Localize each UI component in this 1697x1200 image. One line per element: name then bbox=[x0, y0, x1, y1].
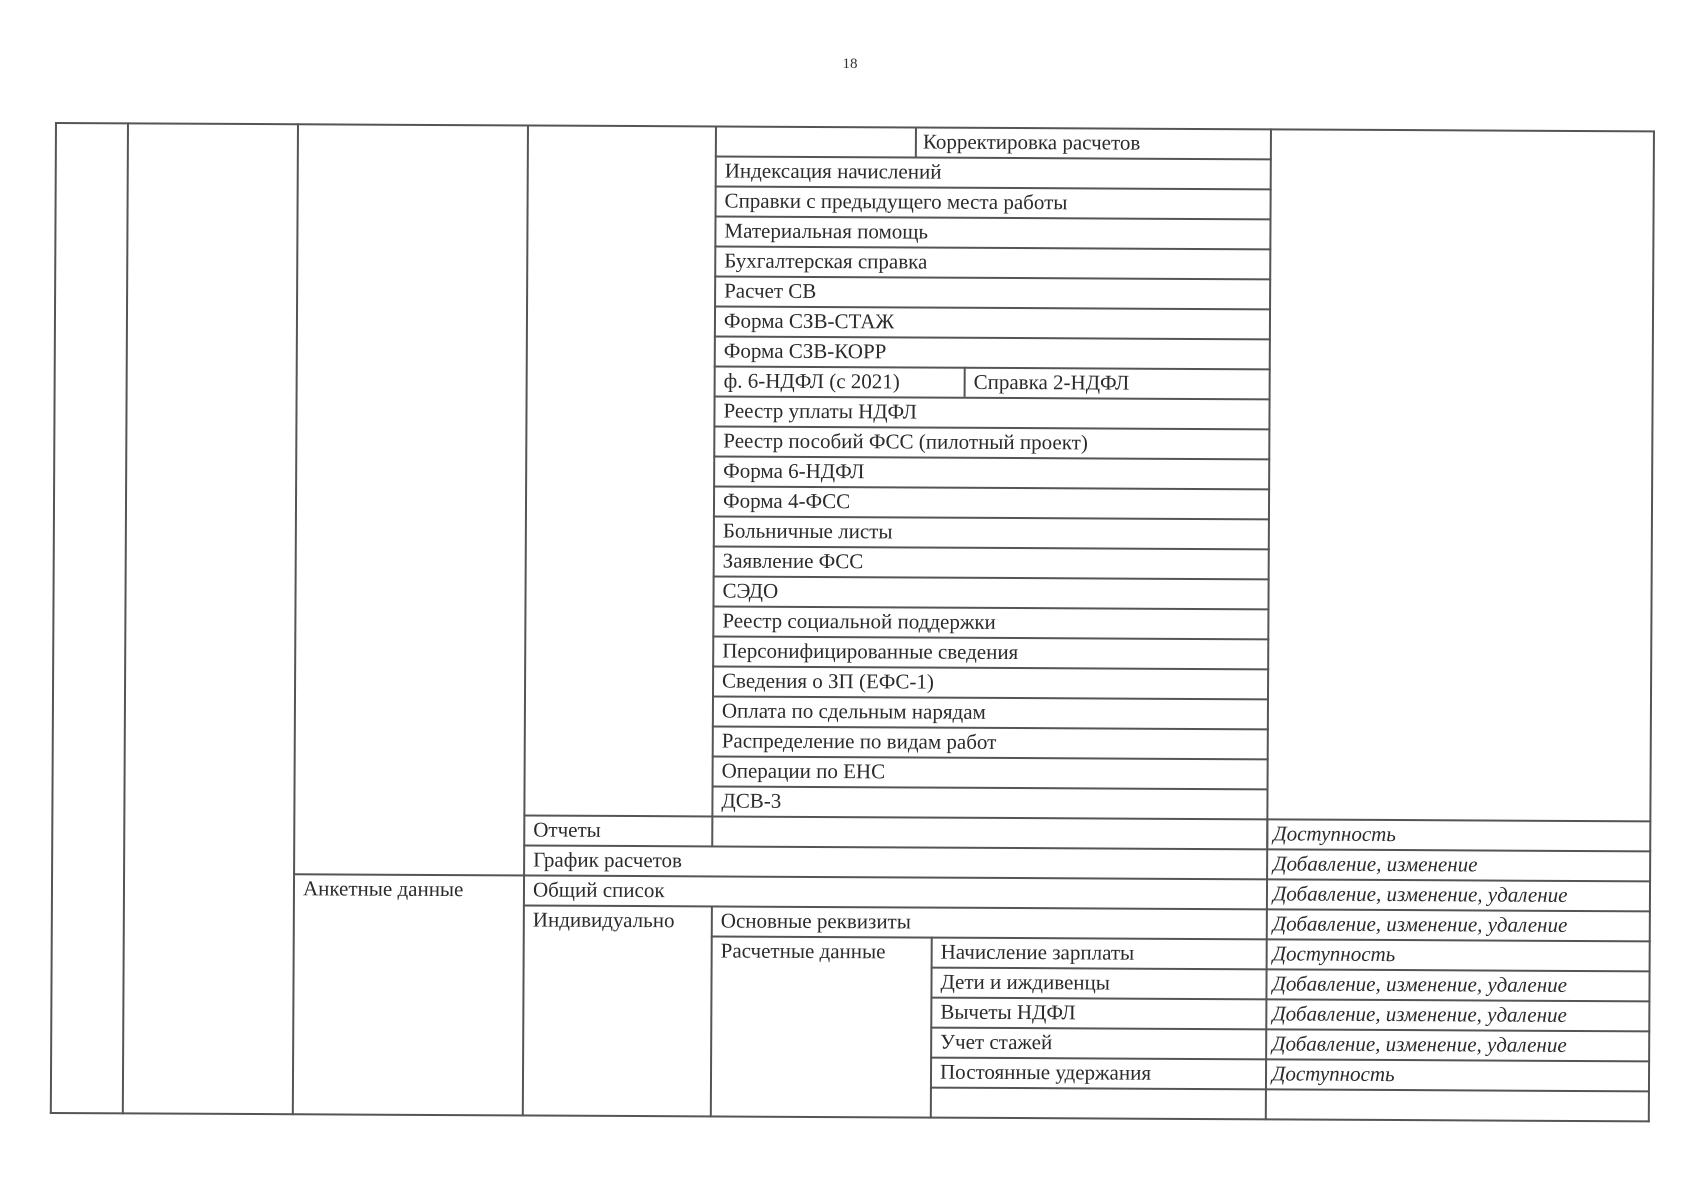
menu-item: Сведения о ЗП (ЕФС-1) bbox=[722, 668, 934, 694]
menu-item: ДСВ-3 bbox=[721, 788, 782, 813]
menu-item: Форма СЗВ-КОРР bbox=[723, 338, 887, 364]
menu-item: Реестр уплаты НДФЛ bbox=[723, 398, 917, 424]
menu-item: Индексация начислений bbox=[724, 158, 942, 184]
menu-item: Форма 6-НДФЛ bbox=[723, 458, 865, 484]
menu-item: Справка 2-НДФЛ bbox=[973, 369, 1130, 395]
table-border-left bbox=[50, 122, 57, 1114]
menu-item: Форма СЗВ-СТАЖ bbox=[723, 308, 895, 334]
column-divider bbox=[964, 367, 966, 397]
general-list-rights: Добавление, изменение, удаление bbox=[1272, 881, 1568, 907]
menu-item: Распределение по видам работ bbox=[721, 728, 997, 754]
individual-label: Индивидуально bbox=[532, 907, 675, 933]
row-line bbox=[930, 1087, 1650, 1093]
column-divider bbox=[710, 905, 713, 1117]
table-border-right bbox=[1648, 130, 1655, 1122]
calc-item-label: Постоянные удержания bbox=[939, 1059, 1152, 1085]
calc-item-label: Вычеты НДФЛ bbox=[940, 999, 1076, 1025]
menu-item: Персонифицированные сведения bbox=[722, 638, 1019, 665]
schedule-label: График расчетов bbox=[533, 847, 683, 873]
table-border-top bbox=[55, 122, 1655, 132]
column-divider bbox=[915, 127, 917, 157]
row-line bbox=[523, 844, 1651, 852]
menu-item: Бухгалтерская справка bbox=[724, 248, 928, 274]
calc-item-label: Дети и иждивенцы bbox=[940, 969, 1111, 995]
menu-item: Больничные листы bbox=[722, 518, 893, 544]
column-divider bbox=[292, 123, 299, 1115]
calc-item-label: Учет стажей bbox=[940, 1029, 1053, 1055]
table-border-bottom bbox=[50, 1112, 1650, 1122]
menu-item: Материальная помощь bbox=[724, 218, 929, 244]
menu-item: Расчет СВ bbox=[724, 278, 817, 303]
menu-item: Реестр пособий ФСС (пилотный проект) bbox=[723, 428, 1088, 455]
calc-data-label: Расчетные данные bbox=[720, 938, 886, 964]
menu-item: Корректировка расчетов bbox=[922, 129, 1141, 155]
menu-item: СЭДО bbox=[722, 578, 779, 603]
row-line bbox=[712, 785, 1269, 790]
page-number: 18 bbox=[842, 56, 858, 72]
reports-label: Отчеты bbox=[533, 817, 601, 842]
column-divider bbox=[522, 124, 529, 1116]
reports-rights: Доступность bbox=[1273, 821, 1396, 847]
row-line bbox=[713, 575, 1270, 580]
menu-item: Реестр социальной поддержки bbox=[722, 608, 996, 634]
menu-item: Оплата по сдельным нарядам bbox=[721, 698, 986, 724]
basic-details-rights: Добавление, изменение, удаление bbox=[1272, 911, 1568, 937]
menu-item: Форма 4-ФСС bbox=[722, 488, 851, 514]
calc-item-rights: Доступность bbox=[1271, 1061, 1395, 1087]
row-line bbox=[711, 815, 1268, 820]
calc-item-rights: Доступность bbox=[1272, 941, 1396, 967]
column-divider bbox=[122, 122, 129, 1114]
calc-item-rights: Добавление, изменение, удаление bbox=[1272, 971, 1568, 997]
calc-item-label: Начисление зарплаты bbox=[940, 939, 1135, 965]
menu-item: Заявление ФСС bbox=[722, 548, 864, 574]
menu-item: ф. 6-НДФЛ (с 2021) bbox=[723, 368, 900, 394]
personal-data-label: Анкетные данные bbox=[302, 876, 464, 902]
calc-item-rights: Добавление, изменение, удаление bbox=[1272, 1001, 1567, 1027]
menu-item: Операции по ЕНС bbox=[721, 758, 886, 784]
general-list-label: Общий список bbox=[532, 877, 665, 903]
menu-item: Справки с предыдущего места работы bbox=[724, 188, 1068, 215]
basic-details-label: Основные реквизиты bbox=[720, 908, 911, 934]
calc-item-rights: Добавление, изменение, удаление bbox=[1272, 1031, 1567, 1057]
schedule-rights: Добавление, изменение bbox=[1273, 851, 1478, 877]
